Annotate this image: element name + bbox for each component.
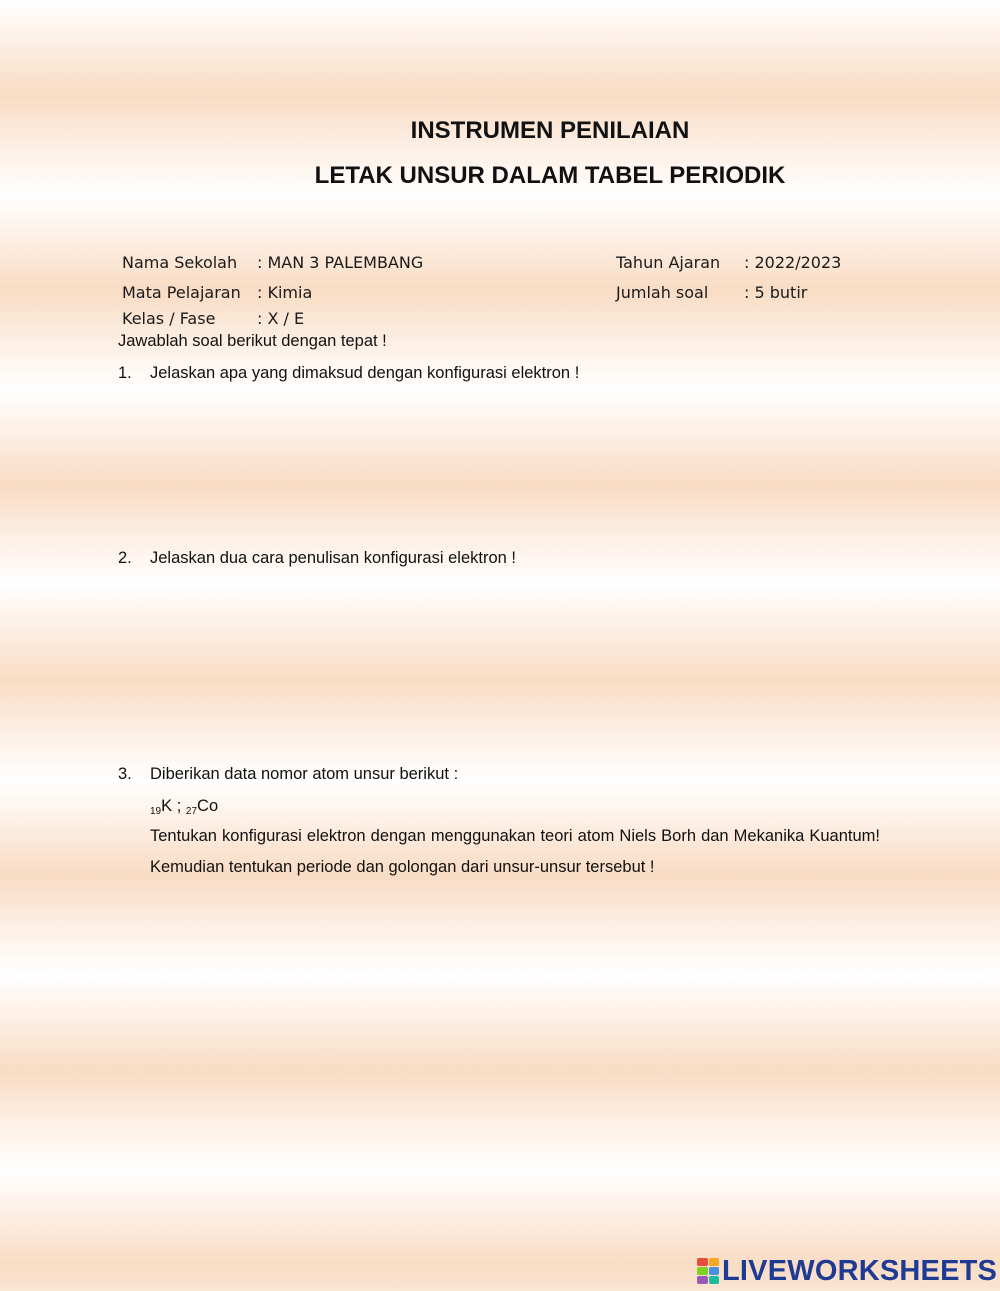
question-3-number: 3.: [118, 765, 132, 783]
element-1-atomic-number: 19: [150, 806, 162, 817]
question-2-text: Jelaskan dua cara penulisan konfigurasi elektron !: [150, 549, 516, 567]
question-3-paragraph: Tentukan konfigurasi elektron dengan menggunakan teori atom Niels Borh dan Mekanika Kuantum! Kemudian tentukan periode dan golongan dari unsur-unsur tersebut !: [150, 827, 880, 876]
element-2-symbol: Co: [197, 797, 219, 815]
class-value: : X / E: [257, 309, 305, 328]
subject-label: Mata Pelajaran: [122, 283, 241, 302]
class-label: Kelas / Fase: [122, 309, 216, 328]
school-label: Nama Sekolah: [122, 253, 238, 272]
page-subtitle: LETAK UNSUR DALAM TABEL PERIODIK: [314, 162, 786, 189]
question-3-text: Diberikan data nomor atom unsur berikut :: [150, 765, 459, 783]
question-2-number: 2.: [118, 549, 132, 567]
count-value: : 5 butir: [744, 283, 808, 302]
instruction: Jawablah soal berikut dengan tepat !: [118, 332, 387, 350]
element-2-atomic-number: 27: [185, 806, 198, 817]
year-label: Tahun Ajaran: [616, 253, 721, 272]
liveworksheets-logo: [697, 1253, 997, 1289]
element-separator: ;: [172, 797, 186, 815]
page-title: INSTRUMEN PENILAIAN: [410, 117, 690, 144]
liveworksheets-mark-icon: [697, 1258, 719, 1284]
count-label: Jumlah soal: [616, 283, 709, 302]
subject-value: : Kimia: [257, 283, 313, 302]
element-1-symbol: K: [161, 797, 173, 815]
question-1-text: Jelaskan apa yang dimaksud dengan konfigurasi elektron !: [150, 364, 580, 382]
logo-text: LIVEWORKSHEETS: [722, 1254, 998, 1287]
question-1-number: 1.: [118, 364, 132, 382]
element-list: [150, 797, 218, 817]
year-value: : 2022/2023: [744, 253, 842, 272]
school-value: : MAN 3 PALEMBANG: [257, 253, 424, 272]
